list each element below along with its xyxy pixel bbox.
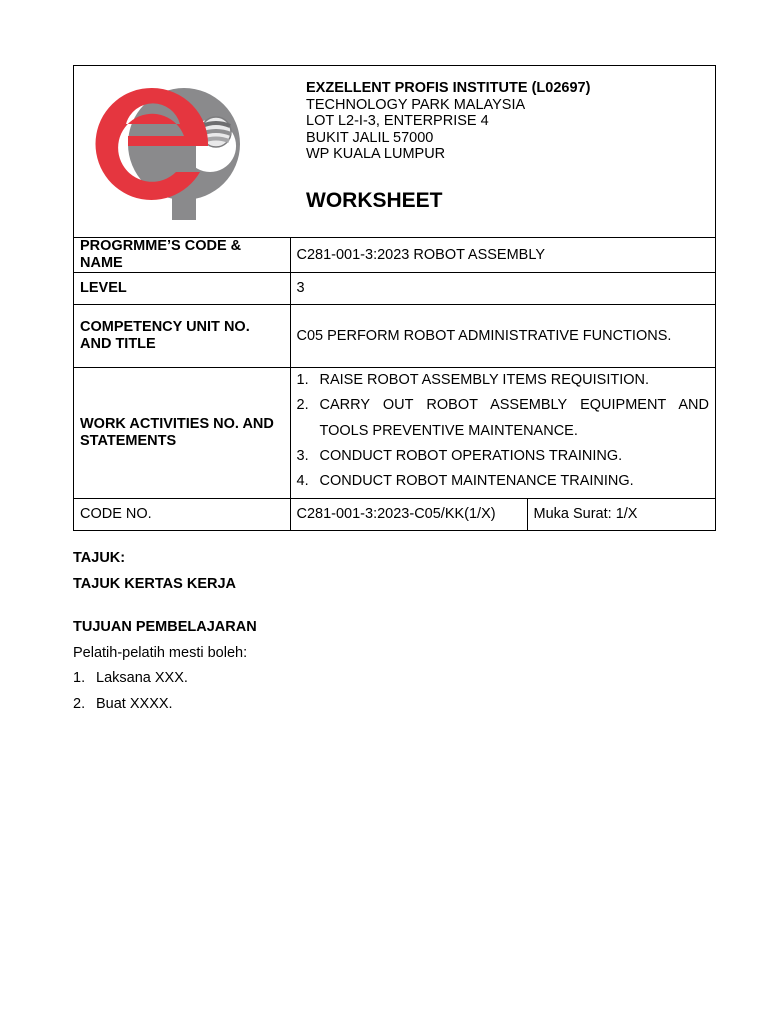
tajuk-label: TAJUK: [73,550,126,566]
programme-label: PROGRMME’S CODE & NAME [74,238,290,273]
list-item: 3. CONDUCT ROBOT OPERATIONS TRAINING. [296,447,623,464]
info-table [74,238,715,530]
work-activities-label: WORK ACTIVITIES NO. AND STATEMENTS [74,368,290,499]
list-item: 2. Buat XXXX. [73,695,173,712]
worksheet-frame [73,65,716,531]
address-line: LOT L2-I-3, ENTERPRISE 4 [306,113,489,130]
list-item: 4. CONDUCT ROBOT MAINTENANCE TRAINING. [296,473,634,490]
tajuk-value: TAJUK KERTAS KERJA [73,575,237,592]
work-activities-cell [290,368,715,499]
code-value: C281-001-3:2023-C05/KK(1/X) [290,499,527,530]
level-label: LEVEL [74,273,290,305]
header [74,66,715,238]
address-line: BUKIT JALIL 57000 [306,129,434,146]
institute-name: EXZELLENT PROFIS INSTITUTE (L02697) [306,80,591,96]
competency-value: C05 PERFORM ROBOT ADMINISTRATIVE FUNCTIONS. [290,305,715,368]
tujuan-label: TUJUAN PEMBELAJARAN [73,619,257,635]
tujuan-intro: Pelatih-pelatih mesti boleh: [73,644,248,661]
page-number: Muka Surat: 1/X [527,499,715,530]
institute-info [306,80,590,163]
level-value: 3 [290,273,715,305]
address-line: WP KUALA LUMPUR [306,146,446,163]
ep-logo-icon [88,80,278,222]
work-activities-list [297,368,710,494]
code-label: CODE NO. [74,499,290,530]
list-item: 1. RAISE ROBOT ASSEMBLY ITEMS REQUISITION. [296,372,650,388]
table-row [74,499,715,530]
document-title: WORKSHEET [306,189,443,212]
competency-label: COMPETENCY UNIT NO. AND TITLE [74,305,290,368]
worksheet-body [73,546,713,717]
table-row [74,238,715,273]
list-item: 2. CARRY OUT ROBOT ASSEMBLY EQUIPMENT AND TOOLS PREVENTIVE MAINTENANCE. [296,397,709,439]
list-item: 1. Laksana XXX. [73,670,188,686]
programme-value: C281-001-3:2023 ROBOT ASSEMBLY [290,238,715,273]
address-line: TECHNOLOGY PARK MALAYSIA [306,96,526,113]
table-row [74,368,715,499]
table-row [74,305,715,368]
table-row [74,273,715,305]
